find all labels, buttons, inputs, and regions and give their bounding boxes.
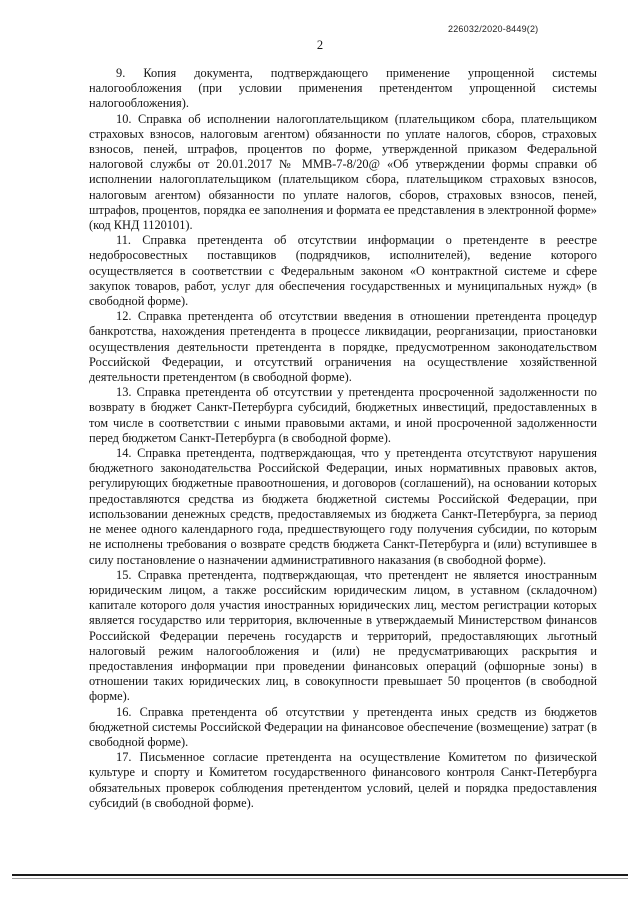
list-item-9: 9. Копия документа, подтверждающего применение упрощенной системы налогообложения (при условии применения претендентом упрощенной системы налогообложения). bbox=[89, 66, 597, 111]
list-item-13: 13. Справка претендента об отсутствии у претендента просроченной задолженности по возврату в бюджет Санкт-Петербурга субсидий, бюджетных инвестиций, предоставленных в том числе в соответствии с иными правовыми актами, и иной просроченной задолженности перед бюджетом Санкт-Петербурга (в свободной форме). bbox=[89, 385, 597, 445]
list-item-17: 17. Письменное согласие претендента на осуществление Комитетом по физической культуре и спорту и Комитетом государственного финансового контроля Санкт-Петербурга обязательных проверок соблюдения претендентом условий, целей и порядка предоставления субсидий (в свободной форме). bbox=[89, 750, 597, 810]
scan-edge-line bbox=[12, 874, 628, 876]
list-item-11: 11. Справка претендента об отсутствии информации о претенденте в реестре недобросовестных поставщиков (подрядчиков, исполнителей), ведение которого осуществляется в соответствии с Федеральным законом «О контрактной системе и сфере закупок товаров, работ, услуг для обеспечения государственных и муниципальных нужд» (в свободной форме). bbox=[89, 233, 597, 309]
list-item-14: 14. Справка претендента, подтверждающая, что у претендента отсутствуют нарушения бюджетного законодательства Российской Федерации, иных нормативных правовых актов, регулирующих бюджетные правоотношения, и договоров (соглашений), на основании которых предоставляются средства из бюджета бюджетной системы Российской Федерации, при использовании денежных средств, предоставляемых из бюджета Санкт-Петербурга, за период не менее одного календарного года, предшествующего году получения субсидии, по которым не исполнены требования о возврате средств бюджета Санкт-Петербурга и (или) вступившее в силу постановление о назначении административного наказания (в свободной форме). bbox=[89, 446, 597, 567]
page-number: 2 bbox=[316, 38, 324, 52]
list-item-12: 12. Справка претендента об отсутствии введения в отношении претендента процедур банкротства, нахождения претендента в процессе ликвидации, реорганизации, приостановки осуществления деятельности претендента в порядке, предусмотренном законодательством Российской Федерации, и отсутствий ограничения на осуществление хозяйственной деятельности претендентом (в свободной форме). bbox=[89, 309, 597, 385]
list-item-10: 10. Справка об исполнении налогоплательщиком (плательщиком сбора, плательщиком страховых взносов, налоговым агентом) обязанности по уплате налогов, сборов, страховых взносов, пеней, штрафов, процентов по форме, утвержденной приказом Федеральной налоговой службы от 20.01.2017 № ММВ-7-8/20@ «Об утверждении формы справки об исполнении налогоплательщиком (плательщиком сбора, плательщиком страховых взносов, налоговым агентом) обязанности по уплате налогов, сборов, страховых взносов, пеней, штрафов, процентов, порядка ее заполнения и формата ее представления в электронной форме» (код КНД 1120101). bbox=[89, 111, 597, 233]
list-item-15: 15. Справка претендента, подтверждающая, что претендент не является иностранным юридическим лицом, а также российским юридическим лицом, в уставном (складочном) капитале которого доля участия иностранных юридических лиц, местом регистрации которых является государство или территория, включенные в утверждаемый Министерством финансов Российской Федерации перечень государств и территорий, предоставляющих льготный налоговый режим налогообложения и (или) не предусматривающих раскрытия и предоставления информации при проведении финансовых операций (офшорные зоны) в отношении таких юридических лиц, в совокупности превышает 50 процентов (в свободной форме). bbox=[89, 567, 597, 704]
document-registration-number: 226032/2020-8449(2) bbox=[448, 24, 539, 34]
list-item-16: 16. Справка претендента об отсутствии у претендента иных средств из бюджетов бюджетной системы Российской Федерации на финансовое обеспечение (возмещение) затрат (в свободной форме). bbox=[89, 704, 597, 749]
document-body bbox=[89, 66, 597, 811]
scan-edge-shadow bbox=[12, 878, 628, 879]
